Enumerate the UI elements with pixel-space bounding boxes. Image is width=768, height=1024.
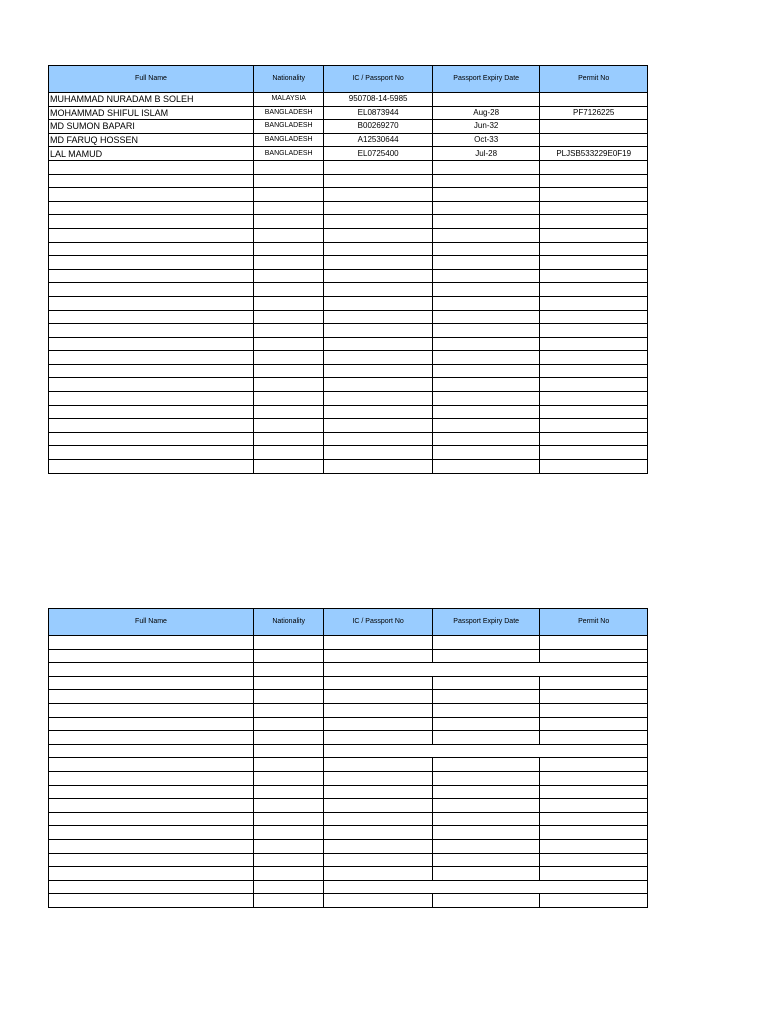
table-row xyxy=(49,636,648,650)
cell-full-name[interactable] xyxy=(49,690,254,704)
cell-full-name[interactable] xyxy=(49,799,254,813)
cell-ic-passport[interactable] xyxy=(324,419,433,433)
cell-permit-no[interactable] xyxy=(540,839,648,853)
cell-permit-no[interactable] xyxy=(540,853,648,867)
cell-full-name[interactable] xyxy=(49,364,254,378)
cell-full-name[interactable] xyxy=(49,296,254,310)
cell-permit-no[interactable] xyxy=(540,703,648,717)
cell-ic-passport[interactable] xyxy=(324,758,433,772)
cell-permit-no[interactable] xyxy=(540,269,648,283)
table-row xyxy=(49,826,648,840)
table-row xyxy=(49,432,648,446)
table-row xyxy=(49,147,648,161)
cell-ic-passport[interactable] xyxy=(324,432,433,446)
table-row xyxy=(49,93,648,107)
cell-nationality[interactable] xyxy=(254,188,324,202)
cell-ic-passport[interactable] xyxy=(324,405,433,419)
table-row xyxy=(49,744,648,758)
cell-nationality[interactable] xyxy=(254,826,324,840)
cell-ic-passport[interactable] xyxy=(324,201,433,215)
cell-nationality[interactable] xyxy=(254,771,324,785)
worker-table-2 xyxy=(48,608,648,908)
table-row xyxy=(49,174,648,188)
cell-nationality[interactable] xyxy=(254,174,324,188)
cell-full-name[interactable] xyxy=(49,758,254,772)
cell-full-name[interactable] xyxy=(49,839,254,853)
table-row xyxy=(49,419,648,433)
table-row xyxy=(49,228,648,242)
cell-permit-no[interactable] xyxy=(540,310,648,324)
table-row xyxy=(49,324,648,338)
cell-passport-expiry[interactable] xyxy=(432,283,540,297)
cell-passport-expiry[interactable] xyxy=(432,174,540,188)
cell-passport-expiry[interactable] xyxy=(432,690,540,704)
cell-ic-passport[interactable] xyxy=(324,351,433,365)
cell-full-name[interactable] xyxy=(49,201,254,215)
cell-ic-passport[interactable] xyxy=(324,690,433,704)
cell-passport-expiry[interactable] xyxy=(432,460,540,474)
table-row xyxy=(49,106,648,120)
table-row xyxy=(49,160,648,174)
cell-permit-no[interactable] xyxy=(540,785,648,799)
cell-passport-expiry[interactable] xyxy=(432,771,540,785)
cell-nationality[interactable] xyxy=(254,419,324,433)
cell-ic-passport[interactable] xyxy=(324,337,433,351)
cell-nationality[interactable] xyxy=(254,432,324,446)
cell-permit-no[interactable] xyxy=(540,174,648,188)
cell-nationality[interactable] xyxy=(254,731,324,745)
cell-passport-expiry[interactable] xyxy=(432,636,540,650)
header-ic-passport: IC / Passport No xyxy=(324,66,433,93)
cell-passport-expiry[interactable] xyxy=(432,160,540,174)
cell-ic-passport[interactable]: B00269270 xyxy=(324,120,433,134)
table-row xyxy=(49,460,648,474)
cell-full-name[interactable] xyxy=(49,215,254,229)
cell-ic-passport[interactable] xyxy=(324,717,433,731)
cell-nationality[interactable] xyxy=(254,228,324,242)
cell-full-name[interactable] xyxy=(49,419,254,433)
cell-permit-no[interactable] xyxy=(540,446,648,460)
cell-full-name[interactable] xyxy=(49,310,254,324)
worker-table-1 xyxy=(48,65,648,474)
cell-full-name[interactable] xyxy=(49,405,254,419)
table-row xyxy=(49,799,648,813)
cell-ic-passport[interactable] xyxy=(324,460,433,474)
cell-ic-passport[interactable]: EL0873944 xyxy=(324,106,433,120)
cell-passport-expiry[interactable] xyxy=(432,215,540,229)
cell-full-name[interactable] xyxy=(49,826,254,840)
cell-passport-expiry[interactable] xyxy=(432,351,540,365)
cell-ic-passport[interactable] xyxy=(324,160,433,174)
cell-ic-passport[interactable] xyxy=(324,242,433,256)
cell-permit-no[interactable] xyxy=(540,351,648,365)
cell-full-name[interactable]: MOHAMMAD SHIFUL ISLAM xyxy=(49,106,254,120)
cell-ic-passport[interactable]: EL0725400 xyxy=(324,147,433,161)
cell-passport-expiry[interactable] xyxy=(432,419,540,433)
cell-nationality[interactable] xyxy=(254,337,324,351)
cell-nationality[interactable] xyxy=(254,446,324,460)
cell-full-name[interactable] xyxy=(49,351,254,365)
header-row xyxy=(49,66,648,93)
cell-nationality[interactable] xyxy=(254,867,324,881)
cell-permit-no[interactable] xyxy=(540,324,648,338)
cell-nationality[interactable] xyxy=(254,364,324,378)
cell-passport-expiry[interactable] xyxy=(432,826,540,840)
table-row xyxy=(49,853,648,867)
cell-permit-no[interactable] xyxy=(540,799,648,813)
cell-ic-passport[interactable] xyxy=(324,676,433,690)
cell-passport-expiry[interactable] xyxy=(432,256,540,270)
cell-passport-expiry[interactable] xyxy=(432,269,540,283)
cell-passport-expiry[interactable] xyxy=(432,324,540,338)
header-passport-expiry: Passport Expiry Date xyxy=(432,66,540,93)
cell-merged[interactable] xyxy=(324,880,648,894)
cell-full-name[interactable] xyxy=(49,446,254,460)
cell-permit-no[interactable]: PLJSB533229E0F19 xyxy=(540,147,648,161)
table-row xyxy=(49,269,648,283)
cell-nationality[interactable] xyxy=(254,785,324,799)
cell-full-name[interactable] xyxy=(49,676,254,690)
cell-ic-passport[interactable] xyxy=(324,867,433,881)
cell-passport-expiry[interactable] xyxy=(432,839,540,853)
cell-nationality[interactable]: BANGLADESH xyxy=(254,147,324,161)
cell-nationality[interactable]: MALAYSIA xyxy=(254,93,324,107)
cell-passport-expiry[interactable] xyxy=(432,717,540,731)
cell-passport-expiry[interactable] xyxy=(432,228,540,242)
cell-ic-passport[interactable] xyxy=(324,853,433,867)
table-row xyxy=(49,283,648,297)
cell-ic-passport[interactable] xyxy=(324,310,433,324)
table-row xyxy=(49,446,648,460)
cell-ic-passport[interactable] xyxy=(324,839,433,853)
cell-full-name[interactable] xyxy=(49,242,254,256)
cell-ic-passport[interactable] xyxy=(324,649,433,663)
cell-full-name[interactable] xyxy=(49,771,254,785)
cell-passport-expiry[interactable] xyxy=(432,446,540,460)
cell-full-name[interactable] xyxy=(49,867,254,881)
cell-passport-expiry[interactable] xyxy=(432,799,540,813)
cell-permit-no[interactable] xyxy=(540,378,648,392)
cell-nationality[interactable] xyxy=(254,839,324,853)
cell-permit-no[interactable] xyxy=(540,215,648,229)
cell-ic-passport[interactable] xyxy=(324,446,433,460)
cell-permit-no[interactable] xyxy=(540,717,648,731)
cell-nationality[interactable] xyxy=(254,663,324,677)
table-row xyxy=(49,310,648,324)
cell-nationality[interactable]: BANGLADESH xyxy=(254,120,324,134)
cell-passport-expiry[interactable] xyxy=(432,378,540,392)
header-passport-expiry: Passport Expiry Date xyxy=(432,609,540,636)
table-row xyxy=(49,771,648,785)
cell-ic-passport[interactable] xyxy=(324,392,433,406)
cell-full-name[interactable] xyxy=(49,880,254,894)
cell-permit-no[interactable] xyxy=(540,405,648,419)
cell-nationality[interactable] xyxy=(254,460,324,474)
cell-nationality[interactable] xyxy=(254,799,324,813)
header-permit-no: Permit No xyxy=(540,66,648,93)
cell-permit-no[interactable] xyxy=(540,337,648,351)
cell-nationality[interactable] xyxy=(254,744,324,758)
cell-full-name[interactable]: MD FARUQ HOSSEN xyxy=(49,133,254,147)
cell-ic-passport[interactable]: A12530644 xyxy=(324,133,433,147)
cell-nationality[interactable] xyxy=(254,324,324,338)
cell-nationality[interactable] xyxy=(254,283,324,297)
table-row xyxy=(49,649,648,663)
table-row xyxy=(49,717,648,731)
cell-nationality[interactable] xyxy=(254,351,324,365)
cell-full-name[interactable] xyxy=(49,337,254,351)
cell-full-name[interactable] xyxy=(49,160,254,174)
cell-full-name[interactable] xyxy=(49,269,254,283)
table-row xyxy=(49,256,648,270)
cell-full-name[interactable]: LAL MAMUD xyxy=(49,147,254,161)
cell-merged[interactable] xyxy=(324,744,648,758)
cell-nationality[interactable] xyxy=(254,690,324,704)
cell-ic-passport[interactable] xyxy=(324,636,433,650)
cell-permit-no[interactable] xyxy=(540,242,648,256)
table-row xyxy=(49,867,648,881)
cell-full-name[interactable] xyxy=(49,894,254,908)
cell-full-name[interactable] xyxy=(49,188,254,202)
table-row xyxy=(49,201,648,215)
cell-ic-passport[interactable] xyxy=(324,731,433,745)
cell-passport-expiry[interactable] xyxy=(432,649,540,663)
cell-nationality[interactable] xyxy=(254,649,324,663)
cell-ic-passport[interactable]: 950708-14-5985 xyxy=(324,93,433,107)
table-row xyxy=(49,337,648,351)
table-row xyxy=(49,242,648,256)
cell-full-name[interactable] xyxy=(49,663,254,677)
table-row xyxy=(49,405,648,419)
header-full-name: Full Name xyxy=(49,609,254,636)
cell-passport-expiry[interactable] xyxy=(432,853,540,867)
cell-passport-expiry[interactable] xyxy=(432,188,540,202)
cell-passport-expiry[interactable] xyxy=(432,785,540,799)
cell-passport-expiry[interactable] xyxy=(432,894,540,908)
cell-passport-expiry[interactable] xyxy=(432,703,540,717)
cell-permit-no[interactable] xyxy=(540,228,648,242)
cell-ic-passport[interactable] xyxy=(324,215,433,229)
header-permit-no: Permit No xyxy=(540,609,648,636)
header-full-name: Full Name xyxy=(49,66,254,93)
cell-merged[interactable] xyxy=(324,663,648,677)
table-row xyxy=(49,731,648,745)
cell-nationality[interactable] xyxy=(254,160,324,174)
cell-ic-passport[interactable] xyxy=(324,812,433,826)
cell-nationality[interactable] xyxy=(254,392,324,406)
cell-permit-no[interactable] xyxy=(540,460,648,474)
cell-passport-expiry[interactable] xyxy=(432,392,540,406)
cell-permit-no[interactable] xyxy=(540,636,648,650)
cell-permit-no[interactable] xyxy=(540,731,648,745)
cell-permit-no[interactable] xyxy=(540,812,648,826)
cell-ic-passport[interactable] xyxy=(324,785,433,799)
cell-permit-no[interactable] xyxy=(540,133,648,147)
cell-full-name[interactable] xyxy=(49,853,254,867)
cell-full-name[interactable] xyxy=(49,392,254,406)
cell-nationality[interactable] xyxy=(254,758,324,772)
cell-full-name[interactable]: MUHAMMAD NURADAM B SOLEH xyxy=(49,93,254,107)
cell-ic-passport[interactable] xyxy=(324,703,433,717)
table-row xyxy=(49,676,648,690)
cell-ic-passport[interactable] xyxy=(324,324,433,338)
header-nationality: Nationality xyxy=(254,66,324,93)
cell-permit-no[interactable] xyxy=(540,690,648,704)
cell-ic-passport[interactable] xyxy=(324,228,433,242)
cell-ic-passport[interactable] xyxy=(324,256,433,270)
table-row xyxy=(49,894,648,908)
table-row xyxy=(49,690,648,704)
cell-permit-no[interactable] xyxy=(540,296,648,310)
table-row xyxy=(49,839,648,853)
cell-passport-expiry[interactable] xyxy=(432,758,540,772)
cell-full-name[interactable] xyxy=(49,460,254,474)
cell-passport-expiry[interactable] xyxy=(432,676,540,690)
cell-passport-expiry[interactable] xyxy=(432,242,540,256)
table-row xyxy=(49,758,648,772)
cell-full-name[interactable] xyxy=(49,283,254,297)
cell-full-name[interactable] xyxy=(49,636,254,650)
cell-nationality[interactable] xyxy=(254,256,324,270)
cell-passport-expiry[interactable]: Oct-33 xyxy=(432,133,540,147)
cell-nationality[interactable] xyxy=(254,636,324,650)
cell-nationality[interactable] xyxy=(254,215,324,229)
cell-ic-passport[interactable] xyxy=(324,174,433,188)
cell-nationality[interactable] xyxy=(254,880,324,894)
cell-nationality[interactable] xyxy=(254,378,324,392)
cell-full-name[interactable] xyxy=(49,812,254,826)
cell-nationality[interactable] xyxy=(254,405,324,419)
table-row xyxy=(49,703,648,717)
cell-permit-no[interactable] xyxy=(540,894,648,908)
cell-nationality[interactable] xyxy=(254,717,324,731)
table-row xyxy=(49,880,648,894)
cell-nationality[interactable] xyxy=(254,269,324,283)
cell-ic-passport[interactable] xyxy=(324,364,433,378)
cell-passport-expiry[interactable]: Jul-28 xyxy=(432,147,540,161)
cell-full-name[interactable] xyxy=(49,717,254,731)
table-row xyxy=(49,296,648,310)
cell-ic-passport[interactable] xyxy=(324,826,433,840)
cell-nationality[interactable] xyxy=(254,894,324,908)
cell-permit-no[interactable]: PF7126225 xyxy=(540,106,648,120)
cell-ic-passport[interactable] xyxy=(324,296,433,310)
cell-passport-expiry[interactable] xyxy=(432,296,540,310)
cell-nationality[interactable] xyxy=(254,310,324,324)
cell-nationality[interactable] xyxy=(254,812,324,826)
cell-ic-passport[interactable] xyxy=(324,771,433,785)
header-ic-passport: IC / Passport No xyxy=(324,609,433,636)
cell-ic-passport[interactable] xyxy=(324,269,433,283)
cell-nationality[interactable] xyxy=(254,242,324,256)
cell-passport-expiry[interactable]: Jun-32 xyxy=(432,120,540,134)
cell-nationality[interactable]: BANGLADESH xyxy=(254,133,324,147)
header-nationality: Nationality xyxy=(254,609,324,636)
header-row xyxy=(49,609,648,636)
table-row xyxy=(49,188,648,202)
table-row xyxy=(49,378,648,392)
cell-permit-no[interactable] xyxy=(540,201,648,215)
cell-full-name[interactable] xyxy=(49,731,254,745)
cell-permit-no[interactable] xyxy=(540,758,648,772)
cell-ic-passport[interactable] xyxy=(324,378,433,392)
cell-full-name[interactable] xyxy=(49,649,254,663)
cell-nationality[interactable] xyxy=(254,296,324,310)
table-row xyxy=(49,392,648,406)
cell-permit-no[interactable] xyxy=(540,826,648,840)
cell-permit-no[interactable] xyxy=(540,93,648,107)
cell-permit-no[interactable] xyxy=(540,188,648,202)
table-row xyxy=(49,120,648,134)
cell-ic-passport[interactable] xyxy=(324,799,433,813)
cell-passport-expiry[interactable] xyxy=(432,812,540,826)
cell-ic-passport[interactable] xyxy=(324,188,433,202)
cell-passport-expiry[interactable] xyxy=(432,731,540,745)
table-row xyxy=(49,351,648,365)
cell-full-name[interactable] xyxy=(49,432,254,446)
cell-permit-no[interactable] xyxy=(540,120,648,134)
cell-permit-no[interactable] xyxy=(540,771,648,785)
cell-full-name[interactable] xyxy=(49,744,254,758)
cell-full-name[interactable] xyxy=(49,378,254,392)
cell-nationality[interactable]: BANGLADESH xyxy=(254,106,324,120)
cell-nationality[interactable] xyxy=(254,853,324,867)
cell-full-name[interactable] xyxy=(49,785,254,799)
cell-full-name[interactable] xyxy=(49,174,254,188)
cell-passport-expiry[interactable] xyxy=(432,405,540,419)
cell-passport-expiry[interactable] xyxy=(432,867,540,881)
cell-permit-no[interactable] xyxy=(540,283,648,297)
cell-passport-expiry[interactable] xyxy=(432,93,540,107)
cell-permit-no[interactable] xyxy=(540,419,648,433)
cell-permit-no[interactable] xyxy=(540,364,648,378)
cell-passport-expiry[interactable] xyxy=(432,310,540,324)
cell-full-name[interactable] xyxy=(49,703,254,717)
cell-ic-passport[interactable] xyxy=(324,894,433,908)
cell-permit-no[interactable] xyxy=(540,867,648,881)
cell-permit-no[interactable] xyxy=(540,649,648,663)
cell-passport-expiry[interactable] xyxy=(432,201,540,215)
cell-passport-expiry[interactable]: Aug-28 xyxy=(432,106,540,120)
cell-passport-expiry[interactable] xyxy=(432,432,540,446)
cell-nationality[interactable] xyxy=(254,703,324,717)
cell-permit-no[interactable] xyxy=(540,432,648,446)
cell-full-name[interactable] xyxy=(49,228,254,242)
cell-permit-no[interactable] xyxy=(540,676,648,690)
cell-full-name[interactable] xyxy=(49,256,254,270)
table-row xyxy=(49,812,648,826)
cell-ic-passport[interactable] xyxy=(324,283,433,297)
cell-full-name[interactable]: MD SUMON BAPARI xyxy=(49,120,254,134)
cell-permit-no[interactable] xyxy=(540,392,648,406)
cell-full-name[interactable] xyxy=(49,324,254,338)
table-row xyxy=(49,663,648,677)
table-row xyxy=(49,133,648,147)
cell-nationality[interactable] xyxy=(254,676,324,690)
cell-nationality[interactable] xyxy=(254,201,324,215)
cell-passport-expiry[interactable] xyxy=(432,337,540,351)
table-row xyxy=(49,785,648,799)
table-row xyxy=(49,364,648,378)
table-row xyxy=(49,215,648,229)
cell-permit-no[interactable] xyxy=(540,160,648,174)
cell-passport-expiry[interactable] xyxy=(432,364,540,378)
cell-permit-no[interactable] xyxy=(540,256,648,270)
